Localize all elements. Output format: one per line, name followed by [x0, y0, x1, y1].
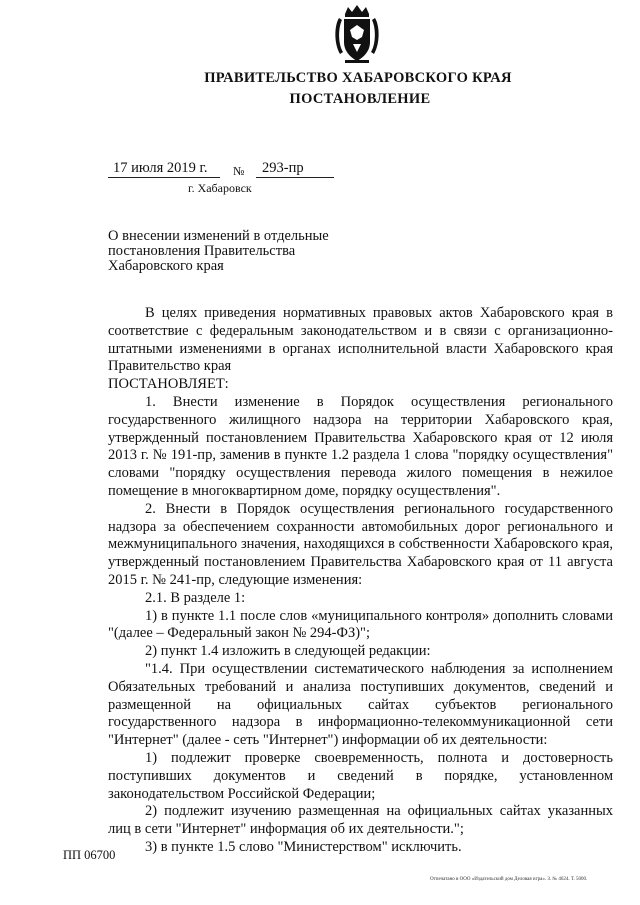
paragraph-1: 1. Внести изменение в Порядок осуществления регионального государственного жилищного надзора на территории Хабаровского края, утвержденный постановлением Правительства Хабаровского края от 12 июля 2013 г. № 191-пр, заменив в пункте 1.2 раздела 1 слова "порядку осуществления" словами "порядку осуществления перевода жилого помещения в нежилое помещение в многоквартирном доме, порядку осуществления". — [108, 393, 613, 499]
document-body — [108, 305, 613, 857]
paragraph-2: 2. Внести в Порядок осуществления регионального государственного надзора за обеспечением сохранности автомобильных дорог регионального и межмуниципального значения, находящихся в собственности Хабаровского края, утвержденный постановлением Правительства Хабаровского края от 11 августа 2015 г. № 241-пр, следующие изменения: — [108, 500, 613, 588]
doc-type-title: ПОСТАНОВЛЕНИЕ — [289, 91, 431, 107]
paragraph-1-4-item-1: 1) подлежит проверке своевременность, полнота и достоверность поступивших документов и сведений в порядке, установленном законодательством Российской Федерации; — [108, 749, 613, 802]
date-underline — [108, 177, 220, 178]
number-underline — [256, 177, 334, 178]
paragraph-2-1-item-3: 3) в пункте 1.5 слово "Министерством" исключить. — [145, 838, 462, 855]
paragraph-2-1-item-2: 2) пункт 1.4 изложить в следующей редакции: — [145, 643, 431, 660]
document-number: 293-пр — [262, 160, 304, 176]
paragraph-1-4-item-2: 2) подлежит изучению размещенная на официальных сайтах указанных лиц в сети "Интернет" информация об их деятельности."; — [108, 803, 613, 838]
number-sign: № — [233, 164, 245, 178]
preamble-paragraph: В целях приведения нормативных правовых актов Хабаровского края в соответствие с федеральным законодательством и в связи с организационно-штатными изменениями в органах исполнительной власти Хабаровского края Правительство края — [108, 305, 613, 375]
paragraph-2-1: 2.1. В разделе 1: — [145, 589, 246, 606]
document-city: г. Хабаровск — [188, 181, 252, 195]
print-note: Отпечатано в ООО «Издательский дом Деловая игра». З. № 4624. Т. 5000. — [430, 877, 588, 882]
paragraph-2-1-item-1: 1) в пункте 1.1 после слов «муниципального контроля» дополнить словами "(далее – Федеральный закон № 294-ФЗ)"; — [108, 607, 613, 642]
paragraph-1-4-new-text: "1.4. При осуществлении систематического наблюдения за исполнением Обязательных требований и анализа поступивших документов, сведений и размещенной на официальных сайтах субъектов регионального государственного надзора в информационно-телекоммуникационной сети "Интернет" (далее - сеть "Интернет") информации об их деятельности: — [108, 660, 613, 749]
form-code: ПП 06700 — [63, 848, 116, 862]
resolves-heading: ПОСТАНОВЛЯЕТ: — [108, 376, 229, 393]
org-title: ПРАВИТЕЛЬСТВО ХАБАРОВСКОГО КРАЯ — [204, 70, 512, 86]
document-date: 17 июля 2019 г. — [113, 160, 208, 176]
document-subject: О внесении изменений в отдельные постановления Правительства Хабаровского края — [108, 228, 329, 274]
coat-of-arms-icon — [331, 4, 383, 66]
